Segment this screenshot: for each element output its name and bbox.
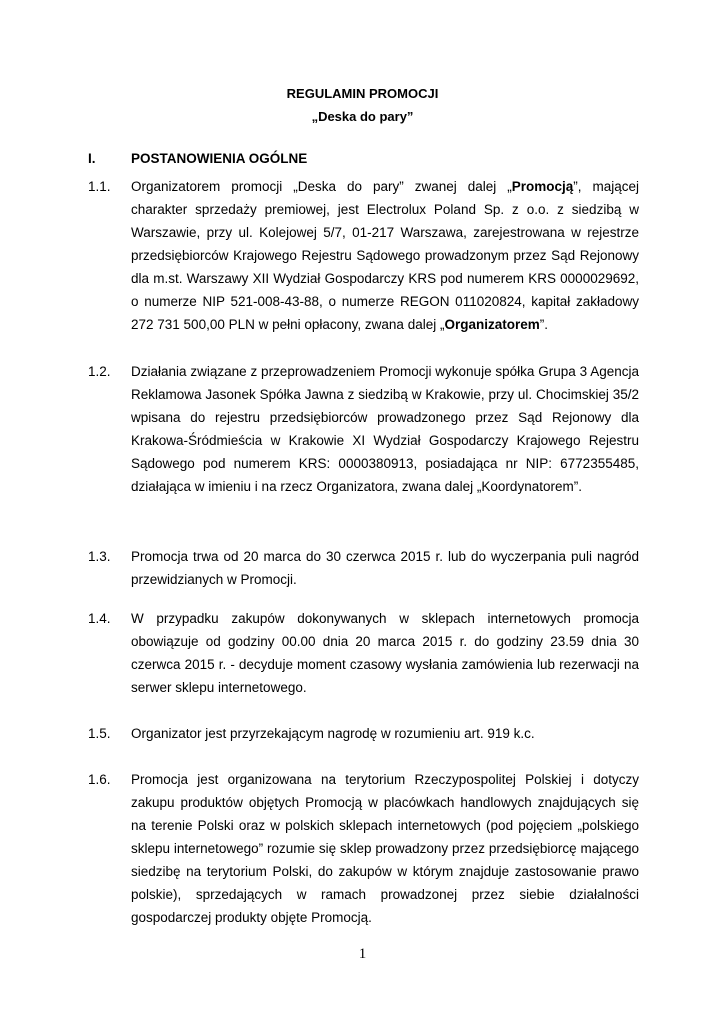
page-number: 1 xyxy=(358,946,367,962)
paragraph-number: 1.3. xyxy=(88,549,111,564)
document-subtitle: „Deska do pary” xyxy=(311,109,414,124)
paragraph-number: 1.4. xyxy=(88,611,111,626)
paragraph-number: 1.5. xyxy=(88,726,111,741)
paragraph-text-part: ”. xyxy=(539,317,548,332)
defined-term-organizator: Organizatorem xyxy=(444,317,540,332)
section-title: POSTANOWIENIA OGÓLNE xyxy=(131,151,308,166)
paragraph-text: W przypadku zakupów dokonywanych w sklepach internetowych promocja obowiązuje od godziny 00.00 dnia 20 marca 2015 r. do godziny 23.59 dnia 30 czerwca 2015 r. - decyduje moment czasowy wysłania zamówienia lub rezerwacji na serwer sklepu internetowego. xyxy=(131,611,639,695)
paragraph-text-part: Organizatorem promocji „Deska do pary” zwanej dalej „ xyxy=(131,179,512,194)
paragraph-text: Promocja jest organizowana na terytorium Rzeczypospolitej Polskiej i dotyczy zakupu produktów objętych Promocją w placówkach handlowych znajdujących się na terenie Polski oraz w polskich sklepach internetowych (pod pojęciem „polskiego sklepu internetowego” rozumie się sklep prowadzony przez przedsiębiorcę mającego siedzibę na terytorium Polski, do zakupów w którym znajduje zastosowanie prawo polskie), sprzedających w ramach prowadzonej przez siebie działalności gospodarczej produkty objęte Promocją. xyxy=(131,772,639,925)
paragraph-text: Promocja trwa od 20 marca do 30 czerwca 2015 r. lub do wyczerpania puli nagród przewidzianych w Promocji. xyxy=(131,549,639,587)
section-number: I. xyxy=(88,151,96,166)
paragraph-text xyxy=(131,175,639,336)
paragraph-number: 1.2. xyxy=(88,364,111,379)
defined-term-promocja: Promocją xyxy=(511,179,574,194)
paragraph-text-part: ”, mającej charakter sprzedaży premiowej, jest Electrolux Poland Sp. z o.o. z siedzibą w Warszawie, przy ul. Kolejowej 5/7, 01-217 Warszawa, zarejestrowana w rejestrze przedsiębiorców Krajowego Rejestru Sądowego prowadzonym przez Sąd Rejonowy dla m.st. Warszawy XII Wydział Gospodarczy KRS pod numerem KRS 0000029692, o numerze NIP 521-008-43-88, o numerze REGON 011020824, kapitał zakładowy 272 731 500,00 PLN w pełni opłacony, zwana dalej „ xyxy=(131,179,639,332)
paragraph-number: 1.6. xyxy=(88,772,111,787)
paragraph-text: Organizator jest przyrzekającym nagrodę w rozumieniu art. 919 k.c. xyxy=(131,726,535,741)
paragraph-number: 1.1. xyxy=(88,179,111,194)
document-title: REGULAMIN PROMOCJI xyxy=(286,86,439,101)
paragraph-text: Działania związane z przeprowadzeniem Promocji wykonuje spółka Grupa 3 Agencja Reklamowa Jasonek Spółka Jawna z siedzibą w Krakowie, przy ul. Chocimskiej 35/2 wpisana do rejestru przedsiębiorców prowadzonego przez Sąd Rejonowy dla Krakowa-Śródmieścia w Krakowie XI Wydział Gospodarczy Krajowego Rejestru Sądowego pod numerem KRS: 0000380913, posiadająca nr NIP: 6772355485, działająca w imieniu i na rzecz Organizatora, zwana dalej „Koordynatorem”. xyxy=(131,364,639,494)
